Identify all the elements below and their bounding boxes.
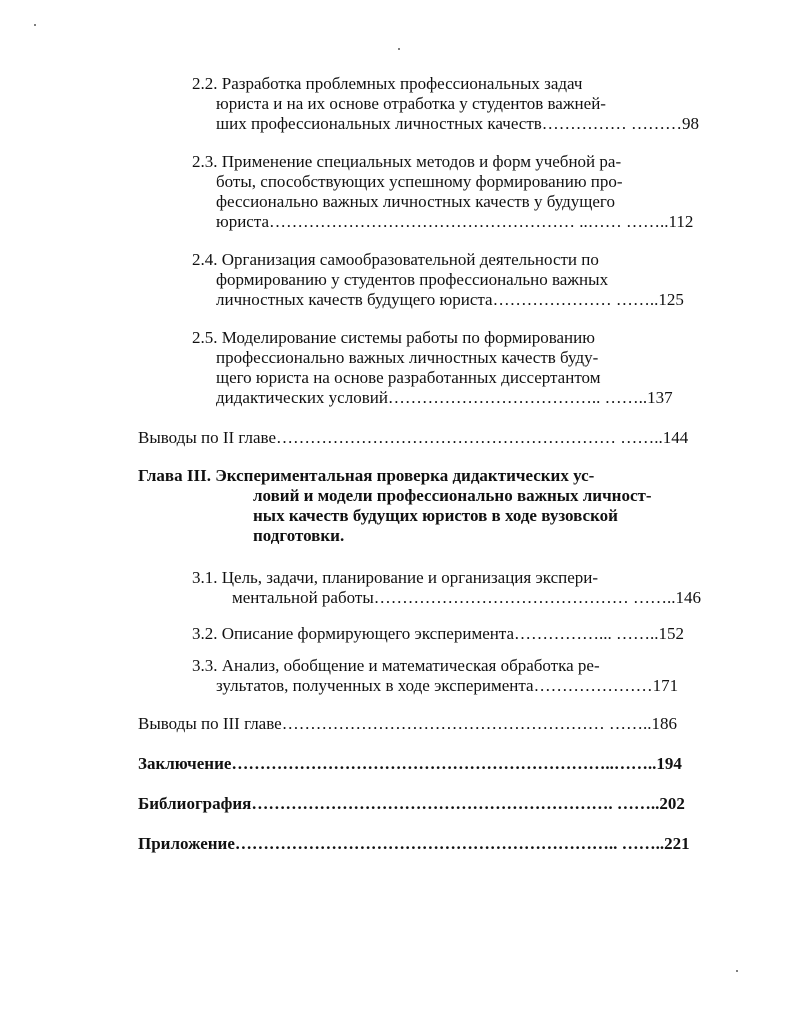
- toc-line: Выводы по II главе…………………………………………………… ……..144: [138, 428, 689, 447]
- toc-line: юриста……………………………………………… ..…… ……..112: [216, 212, 694, 231]
- toc-line: 3.3. Анализ, обобщение и математическая обработка ре-: [192, 656, 600, 675]
- toc-entry-3-1: [192, 568, 701, 608]
- toc-line: 2.2. Разработка проблемных профессиональных задач: [192, 74, 583, 93]
- toc-line: Глава III. Экспериментальная проверка дидактических ус-: [138, 466, 595, 485]
- scan-speck: [736, 970, 738, 972]
- toc-line: профессионально важных личностных качеств буду-: [216, 348, 599, 367]
- toc-entry-3-3: [192, 656, 678, 696]
- toc-line: 3.2. Описание формирующего эксперимента……………... ……..152: [192, 624, 685, 643]
- toc-line: фессионально важных личностных качеств у будущего: [216, 192, 615, 211]
- toc-line: щего юриста на основе разработанных диссертантом: [216, 368, 601, 387]
- toc-line: Выводы по III главе………………………………………………… ……..186: [138, 714, 677, 733]
- toc-line: боты, способствующих успешному формированию про-: [216, 172, 623, 191]
- toc-line: ных качеств будущих юристов в ходе вузовской: [253, 506, 618, 525]
- toc-line: 2.4. Организация самообразовательной деятельности по: [192, 250, 599, 269]
- toc-line: ловий и модели профессионально важных личност-: [253, 486, 652, 505]
- toc-line: дидактических условий……………………………….. ……..137: [216, 388, 673, 407]
- toc-line: ментальной работы……………………………………… ……..146: [232, 588, 701, 607]
- scan-speck: [34, 24, 36, 26]
- toc-line: юриста и на их основе отработка у студентов важней-: [216, 94, 606, 113]
- toc-line: 3.1. Цель, задачи, планирование и организация экспери-: [192, 568, 599, 587]
- toc-entry-conclusions-chapter-3: [138, 714, 677, 734]
- toc-line: формированию у студентов профессионально важных: [216, 270, 609, 289]
- toc-entry-conclusions-chapter-2: [138, 428, 688, 448]
- toc-entry-conclusion: [138, 754, 682, 774]
- toc-entry-appendix: [138, 834, 690, 854]
- toc-line: личностных качеств будущего юриста………………… ……..125: [216, 290, 684, 309]
- toc-line: 2.3. Применение специальных методов и форм учебной ра-: [192, 152, 622, 171]
- toc-line: 2.5. Моделирование системы работы по формированию: [192, 328, 595, 347]
- toc-line: ших профессиональных личностных качеств…………… ………98: [216, 114, 700, 133]
- toc-entry-2-4: [192, 250, 684, 310]
- toc-line: Заключение…………………………………………………………..……..194: [138, 754, 682, 773]
- toc-line: зультатов, полученных в ходе эксперимента…………………171: [216, 676, 679, 695]
- toc-entry-2-3: [192, 152, 693, 232]
- toc-chapter-3-heading: [138, 466, 652, 546]
- toc-entry-bibliography: [138, 794, 685, 814]
- toc-line: подготовки.: [253, 526, 345, 545]
- toc-line: Приложение………………………………………………………….. ……..221: [138, 834, 690, 853]
- toc-line: Библиография………………………………………………………. ……..202: [138, 794, 685, 813]
- scan-speck: [398, 48, 400, 50]
- toc-entry-2-5: [192, 328, 673, 408]
- toc-entry-2-2: [192, 74, 699, 134]
- toc-entry-3-2: [192, 624, 684, 644]
